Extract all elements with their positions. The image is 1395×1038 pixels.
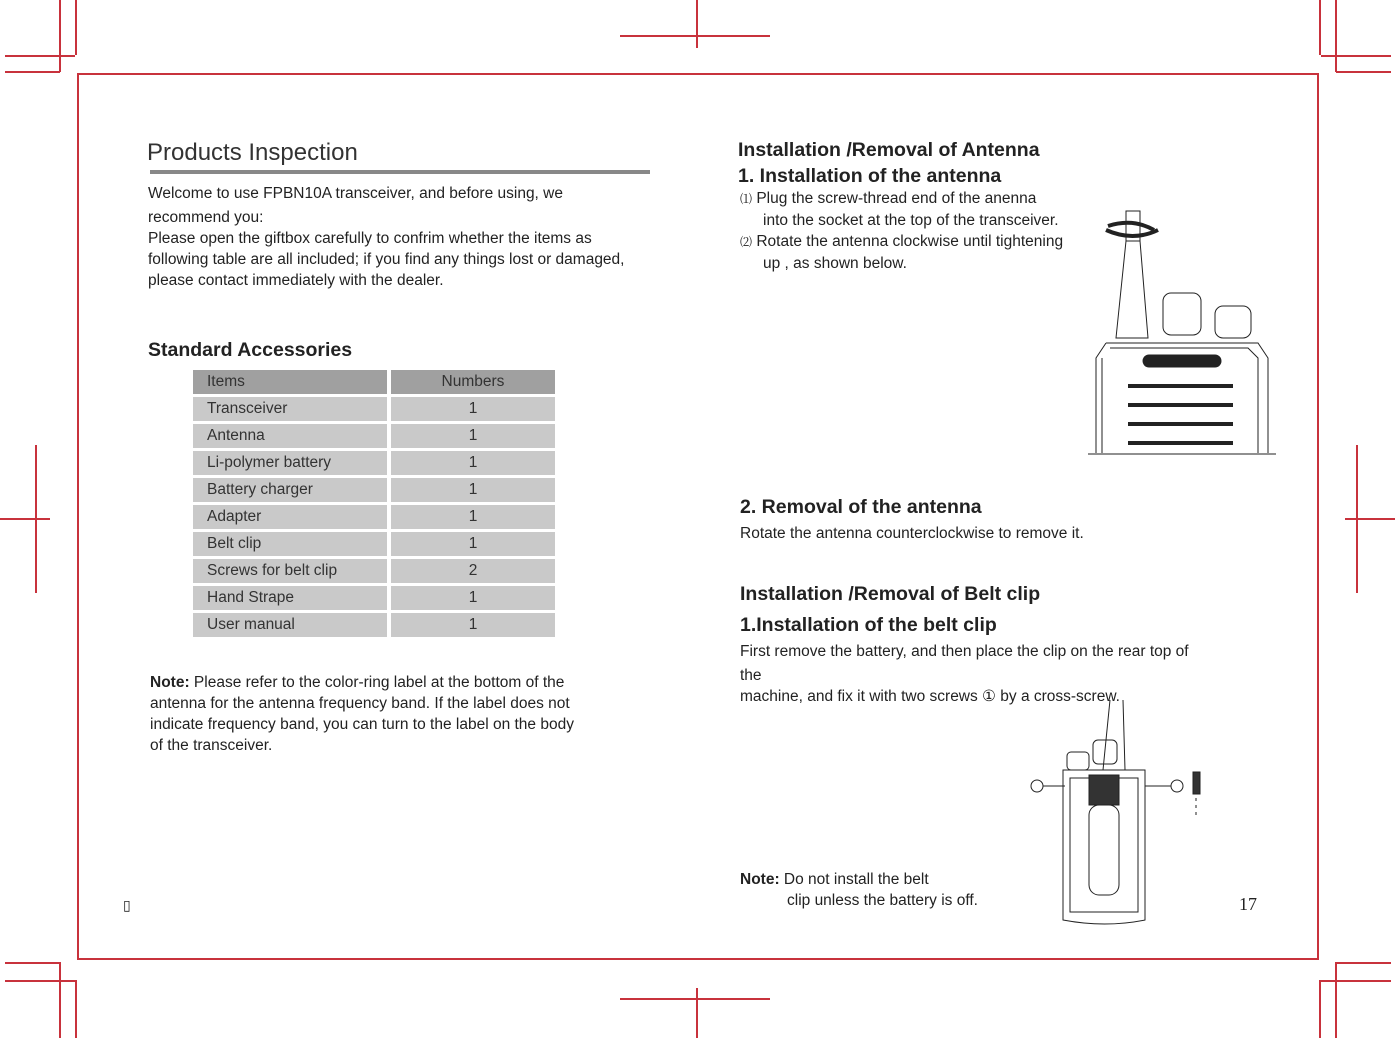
page-number: 17: [1239, 894, 1257, 914]
item-name: User manual: [193, 613, 387, 637]
table-header: Items Numbers: [193, 370, 555, 394]
item-name: Li-polymer battery: [193, 451, 387, 475]
antenna-installation-illustration: [1088, 208, 1278, 458]
crop-mark: [1356, 445, 1358, 593]
table-row: [193, 559, 555, 583]
accessories-heading: Standard Accessories: [148, 339, 353, 361]
belt-clip-text: First remove the battery, and then place the clip on the rear top of the machine, and fix it with two screws ① by a cross-screw.: [740, 643, 1189, 705]
crop-mark: [696, 988, 698, 1038]
crop-mark: [59, 0, 61, 72]
item-count: 1: [391, 613, 555, 637]
crop-mark: [620, 998, 770, 1000]
crop-mark: [35, 445, 37, 593]
crop-mark: [1345, 518, 1395, 520]
table-row: [193, 478, 555, 502]
crop-mark: [1335, 962, 1337, 1038]
page-title: Products Inspection: [147, 139, 358, 166]
crop-mark: [5, 980, 75, 982]
item-count: 2: [391, 559, 555, 583]
antenna-steps: ⑴ Plug the screw-thread end of the anenna into the socket at the top of the transceiver. ⑵ Rotate the antenna clockwise until tightening up , as shown below.: [740, 190, 1064, 272]
item-count: 1: [391, 505, 555, 529]
crop-mark: [5, 71, 60, 73]
table-row: [193, 505, 555, 529]
table-row: [193, 397, 555, 421]
note-text: Note: Please refer to the color-ring label at the bottom of the antenna for the antenna frequency band. If the label does not indicate frequency band, you can turn to the label on the body of the transceiver.: [150, 674, 574, 754]
crop-mark: [1335, 0, 1337, 72]
crop-mark: [75, 980, 77, 1038]
crop-mark: [1319, 0, 1321, 55]
crop-mark: [1336, 962, 1391, 964]
belt-clip-note: Note: Do not install the belt clip unless the battery is off.: [740, 871, 978, 909]
antenna-removal-heading: 2. Removal of the antenna: [740, 496, 982, 518]
item-name: Transceiver: [193, 397, 387, 421]
belt-clip-install-heading: 1.Installation of the belt clip: [740, 614, 997, 636]
table-row: [193, 451, 555, 475]
table-row: [193, 613, 555, 637]
item-name: Battery charger: [193, 478, 387, 502]
antenna-removal-text: Rotate the antenna counterclockwise to remove it.: [740, 525, 1084, 542]
item-count: 1: [391, 532, 555, 556]
table-row: [193, 586, 555, 610]
crop-mark: [5, 962, 60, 964]
title-underline: [150, 170, 650, 174]
crop-mark: [696, 0, 698, 48]
item-name: Screws for belt clip: [193, 559, 387, 583]
table-row: [193, 424, 555, 448]
item-count: 1: [391, 586, 555, 610]
belt-clip-heading: Installation /Removal of Belt clip: [740, 583, 1041, 605]
accessories-table: [189, 367, 559, 640]
item-count: 1: [391, 451, 555, 475]
item-count: 1: [391, 478, 555, 502]
intro-text: Welcome to use FPBN10A transceiver, and before using, we recommend you: Please open the giftbox carefully to confrim whether the items as following table are all included; if you find any things lost or damaged, please contact immediately with the dealer.: [148, 185, 625, 289]
item-count: 1: [391, 397, 555, 421]
item-name: Belt clip: [193, 532, 387, 556]
page-mark: ▯: [123, 897, 131, 913]
belt-clip-illustration: [1025, 700, 1215, 930]
crop-mark: [59, 962, 61, 1038]
item-name: Adapter: [193, 505, 387, 529]
crop-mark: [75, 0, 77, 55]
antenna-install-heading: 1. Installation of the antenna: [738, 165, 1002, 187]
antenna-heading: Installation /Removal of Antenna: [738, 139, 1040, 161]
crop-mark: [1336, 71, 1391, 73]
crop-mark: [1319, 980, 1321, 1038]
item-name: Antenna: [193, 424, 387, 448]
crop-mark: [1321, 980, 1391, 982]
crop-mark: [0, 518, 50, 520]
item-name: Hand Strape: [193, 586, 387, 610]
table-row: [193, 532, 555, 556]
crop-mark: [1321, 55, 1391, 57]
crop-mark: [620, 35, 770, 37]
item-count: 1: [391, 424, 555, 448]
crop-mark: [5, 55, 75, 57]
